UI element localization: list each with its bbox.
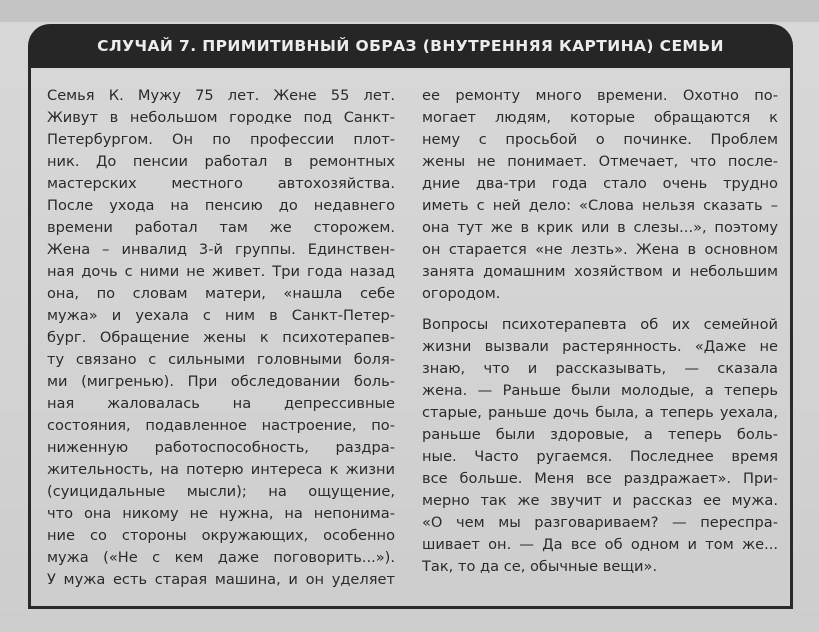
text-line: ее ремонту много времени. Охотно по- [422,87,778,104]
text-line: что она никому не нужна, на непонима- [47,505,395,522]
text-line: Жена – инвалид 3-й группы. Единствен- [47,241,395,258]
text-line: она тут же в крик или в слезы...», поэтому [422,219,778,236]
text-line: состояния, подавленное настроение, по- [47,417,395,434]
text-line: иметь с ней дело: «Слова нельзя сказать – [422,197,778,214]
text-line: ные. Часто ругаемся. Последнее время [422,448,778,465]
text-line: жены не понимает. Отмечает, что после- [422,153,778,170]
text-line: Вопросы психотерапевта об их семейной [422,316,778,333]
text-line: У мужа есть старая машина, и он уделяет [47,571,395,588]
text-line: жительность, на потерю интереса к жизни [47,461,395,478]
text-line: занята домашним хозяйством и небольшим [422,263,778,280]
text-line: мужа» и уехала с ним в Санкт-Петер- [47,307,395,324]
paragraph-gap [422,305,778,314]
text-line: ту связано с сильными головными боля- [47,351,395,368]
text-line: она, по словам матери, «нашла себе [47,285,395,302]
text-line: мужа («Не с кем даже поговорить...»). [47,549,395,566]
text-line: дние два-три года стало очень трудно [422,175,778,192]
text-line: «О чем мы разговариваем? — переспра- [422,514,778,531]
text-line: Семья К. Мужу 75 лет. Жене 55 лет. [47,87,395,104]
text-line: ная дочь с ними не живет. Три года назад [47,263,395,280]
text-line: ми (мигренью). При обследовании боль- [47,373,395,390]
text-line: мастерских местного автохозяйства. [47,175,395,192]
text-line: ние со стороны окружающих, особенно [47,527,395,544]
text-line: (суицидальные мысли); на ощущение, [47,483,395,500]
text-line: Живут в небольшом городке под Санкт- [47,109,395,126]
text-line: Петербургом. Он по профессии плот- [47,131,395,148]
case-header-banner [28,24,793,68]
text-line: После ухода на пенсию до недавнего [47,197,395,214]
text-line: знаю, что и рассказывать, — сказала [422,360,778,377]
text-line: бург. Обращение жены к психотерапев- [47,329,395,346]
text-line: старые, раньше дочь была, а теперь уехала, [422,404,778,421]
text-line: огородом. [422,285,501,302]
case-title: СЛУЧАЙ 7. ПРИМИТИВНЫЙ ОБРАЗ (ВНУТРЕННЯЯ КАРТИНА) СЕМЬИ [97,37,724,55]
text-line: все больше. Меня все раздражает». При- [422,470,778,487]
text-line: шивает он. — Да все об одном и том же... [422,536,778,553]
text-line: он старается «не лезть». Жена в основном [422,241,778,258]
text-line: раньше были здоровые, а теперь боль- [422,426,778,443]
text-line: Так, то да се, обычные вещи». [422,558,658,575]
previous-page-edge [0,0,819,22]
text-line: могает людям, которые обращаются к [422,109,778,126]
right-text-column [422,85,778,578]
left-text-column [47,85,395,591]
text-line: мерно так же звучит и рассказ ее мужа. [422,492,778,509]
text-line: ная жаловалась на депрессивные [47,395,395,412]
text-line: жена. — Раньше были молодые, а теперь [422,382,778,399]
text-line: нему с просьбой о починке. Проблем [422,131,778,148]
text-line: жизни вызвали растерянность. «Даже не [422,338,778,355]
text-line: ник. До пенсии работал в ремонтных [47,153,395,170]
text-line: ниженную работоспособность, раздра- [47,439,395,456]
text-line: времени работал там же сторожем. [47,219,395,236]
